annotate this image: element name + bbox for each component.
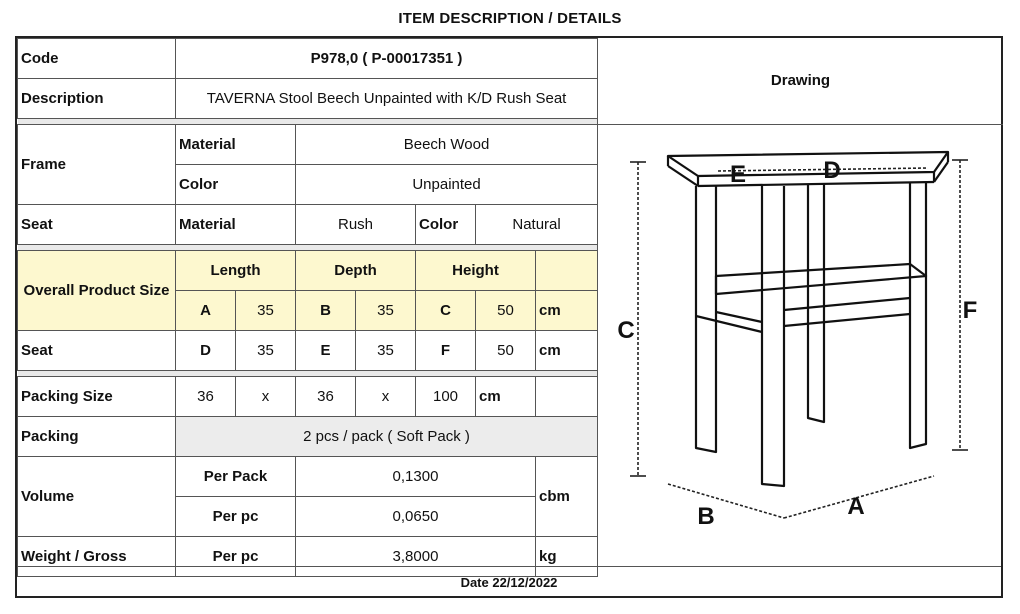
packing-size-row [18, 377, 598, 417]
a-label: A [176, 291, 236, 331]
volume-unit: cbm [536, 457, 598, 537]
f-label: F [416, 331, 476, 371]
front-leg [762, 186, 784, 486]
overall-unit: cm [536, 291, 598, 331]
c-value: 50 [476, 291, 536, 331]
description-value: TAVERNA Stool Beech Unpainted with K/D Rush Seat [176, 79, 598, 119]
length-label: Length [176, 251, 296, 291]
packing-height: 100 [416, 377, 476, 417]
d-label: D [176, 331, 236, 371]
code-row [18, 39, 598, 79]
c-label: C [416, 291, 476, 331]
seat-material-value: Rush [296, 205, 416, 245]
label-f: F [962, 297, 978, 324]
packing-width: 36 [176, 377, 236, 417]
frame-material-row [18, 125, 598, 165]
packing-x-1: x [236, 377, 296, 417]
drawing-header [597, 38, 1003, 125]
seat-row [18, 205, 598, 245]
frame-material-label: Material [176, 125, 296, 165]
packing-label: Packing [18, 417, 176, 457]
packing-row [18, 417, 598, 457]
page-title: ITEM DESCRIPTION / DETAILS [398, 10, 622, 27]
code-label: Code [18, 39, 176, 79]
b-label: B [296, 291, 356, 331]
packing-size-label: Packing Size [18, 377, 176, 417]
label-b: B [697, 503, 715, 530]
frame-label: Frame [18, 125, 176, 205]
packing-unit: cm [476, 377, 536, 417]
header-empty-cell [536, 251, 598, 291]
seat-material-label: Material [176, 205, 296, 245]
back-right-leg [910, 182, 926, 448]
code-value: P978,0 ( P-00017351 ) [176, 39, 598, 79]
side-stretcher [716, 264, 926, 294]
weight-label: Weight / Gross [18, 537, 176, 577]
packing-depth: 36 [296, 377, 356, 417]
seat-size-label: Seat [18, 331, 176, 371]
frame-color-value: Unpainted [296, 165, 598, 205]
volume-per-pack-value: 0,1300 [296, 457, 536, 497]
height-label: Height [416, 251, 536, 291]
volume-per-pack-row [18, 457, 598, 497]
overall-size-label: Overall Product Size [18, 251, 176, 331]
volume-per-pack-label: Per Pack [176, 457, 296, 497]
volume-label: Volume [18, 457, 176, 537]
back-middle-leg [808, 184, 824, 422]
seat-top [668, 152, 948, 176]
seat-color-label: Color [416, 205, 476, 245]
footer-date: Date 22/12/2022 [17, 566, 1001, 598]
depth-label: Depth [296, 251, 416, 291]
f-value: 50 [476, 331, 536, 371]
frame-color-label: Color [176, 165, 296, 205]
volume-per-pc-value: 0,0650 [296, 497, 536, 537]
packing-x-2: x [356, 377, 416, 417]
stool-drawing [598, 126, 1003, 566]
packing-value: 2 pcs / pack ( Soft Pack ) [176, 417, 598, 457]
details-sheet [15, 36, 1003, 598]
seat-size-unit: cm [536, 331, 598, 371]
overall-header-row [18, 251, 598, 291]
description-row [18, 79, 598, 119]
a-value: 35 [236, 291, 296, 331]
label-d: D [823, 157, 841, 184]
volume-per-pc-label: Per pc [176, 497, 296, 537]
label-c: C [617, 317, 635, 344]
frame-material-value: Beech Wood [296, 125, 598, 165]
d-value: 35 [236, 331, 296, 371]
details-table [17, 38, 598, 577]
drawing-title: Drawing [770, 72, 831, 89]
e-label: E [296, 331, 356, 371]
weight-unit: kg [536, 537, 598, 577]
seat-label: Seat [18, 205, 176, 245]
packing-empty-cell [536, 377, 598, 417]
weight-value: 3,8000 [296, 537, 536, 577]
label-a: A [847, 493, 865, 520]
seat-color-value: Natural [476, 205, 598, 245]
weight-per-pc-label: Per pc [176, 537, 296, 577]
e-value: 35 [356, 331, 416, 371]
description-label: Description [18, 79, 176, 119]
b-value: 35 [356, 291, 416, 331]
seat-size-row [18, 331, 598, 371]
label-e: E [729, 161, 747, 188]
